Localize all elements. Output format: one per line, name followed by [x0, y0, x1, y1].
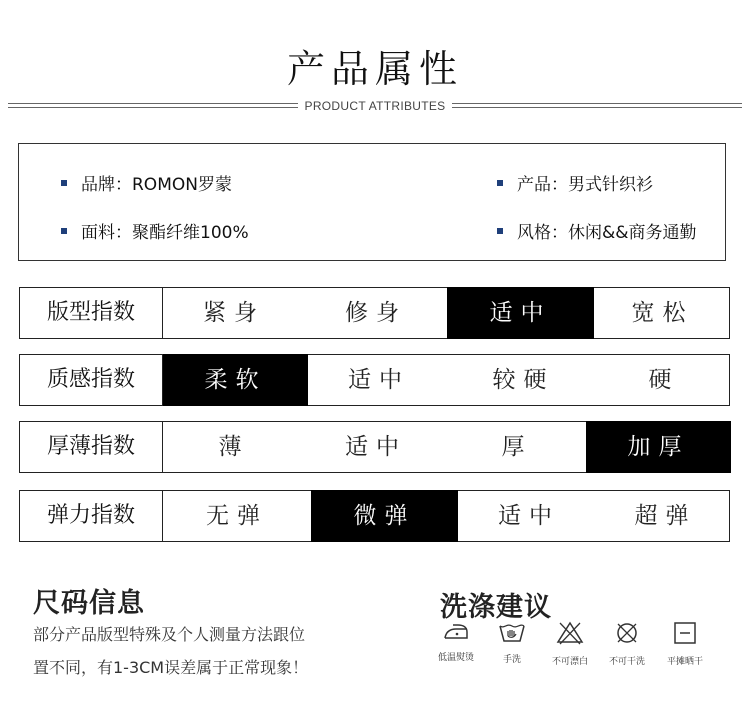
- bullet-icon: [497, 228, 503, 234]
- index-label: 弹力指数: [20, 491, 163, 541]
- wash-item-iron: [426, 620, 486, 663]
- bullet-icon: [61, 228, 67, 234]
- wash-item-flat-dry: [655, 620, 715, 667]
- index-label: 厚薄指数: [20, 422, 163, 472]
- index-option: 修身: [345, 300, 407, 326]
- index-row-texture: [19, 354, 730, 406]
- attribute-style: [497, 218, 697, 243]
- iron-low-icon: [441, 620, 471, 642]
- flat-dry-icon: [672, 620, 698, 646]
- wash-item-no-dry-clean: [597, 620, 657, 667]
- no-bleach-icon: [555, 620, 585, 646]
- index-row-elasticity: [19, 490, 730, 542]
- index-row-thickness: [19, 421, 730, 473]
- subtitle-row: [8, 100, 742, 114]
- attribute-text: 品牌：ROMON罗蒙: [81, 175, 232, 195]
- index-option: 紧身: [203, 300, 265, 326]
- wash-item-hand-wash: [482, 620, 542, 665]
- wash-label: 不可漂白: [551, 657, 588, 667]
- index-row-fit: [19, 287, 730, 339]
- index-option-selected: 微弹: [311, 490, 458, 542]
- attribute-text: 产品：男式针织衫: [517, 175, 653, 195]
- index-option-selected: 柔软: [163, 354, 308, 406]
- hand-wash-icon: [497, 620, 527, 644]
- attribute-text: 面料：聚酯纤维100%: [81, 223, 249, 243]
- index-option: 适中: [498, 503, 560, 529]
- index-label: 版型指数: [20, 288, 163, 338]
- subtitle-divider-right: [452, 103, 742, 108]
- attribute-brand: [61, 170, 232, 195]
- index-option-selected: 加厚: [586, 421, 731, 473]
- bullet-icon: [497, 180, 503, 186]
- page-subtitle: PRODUCT ATTRIBUTES: [304, 99, 446, 113]
- size-info-heading: 尺码信息: [33, 588, 145, 619]
- wash-heading: 洗涤建议: [440, 592, 552, 623]
- wash-label: 平摊晒干: [666, 657, 703, 667]
- index-option: 厚: [501, 434, 533, 460]
- attribute-fabric: [61, 218, 249, 243]
- index-option: 硬: [648, 367, 680, 393]
- index-option: 适中: [348, 367, 410, 393]
- index-option: 适中: [345, 434, 407, 460]
- wash-item-no-bleach: [540, 620, 600, 667]
- index-option: 宽松: [631, 300, 694, 326]
- index-option: 无弹: [206, 503, 268, 529]
- size-info-line-1: 部分产品版型特殊及个人测量方法跟位: [33, 625, 306, 644]
- attribute-product: [497, 170, 653, 195]
- index-option: 超弹: [634, 503, 697, 529]
- index-option: 较硬: [492, 367, 555, 393]
- index-option: 薄: [218, 434, 250, 460]
- wash-label: 低温熨烫: [437, 653, 474, 663]
- bullet-icon: [61, 180, 67, 186]
- attributes-box: [18, 143, 726, 261]
- wash-label: 不可干洗: [608, 657, 645, 667]
- size-info-line-2: 置不同，有1-3CM误差属于正常现象！: [33, 658, 309, 677]
- no-dry-clean-icon: [612, 620, 642, 646]
- index-label: 质感指数: [20, 355, 163, 405]
- page-title: 产品属性: [286, 47, 463, 91]
- index-option-selected: 适中: [447, 287, 594, 339]
- wash-label: 手洗: [502, 655, 521, 665]
- attribute-text: 风格：休闲&&商务通勤: [517, 223, 697, 243]
